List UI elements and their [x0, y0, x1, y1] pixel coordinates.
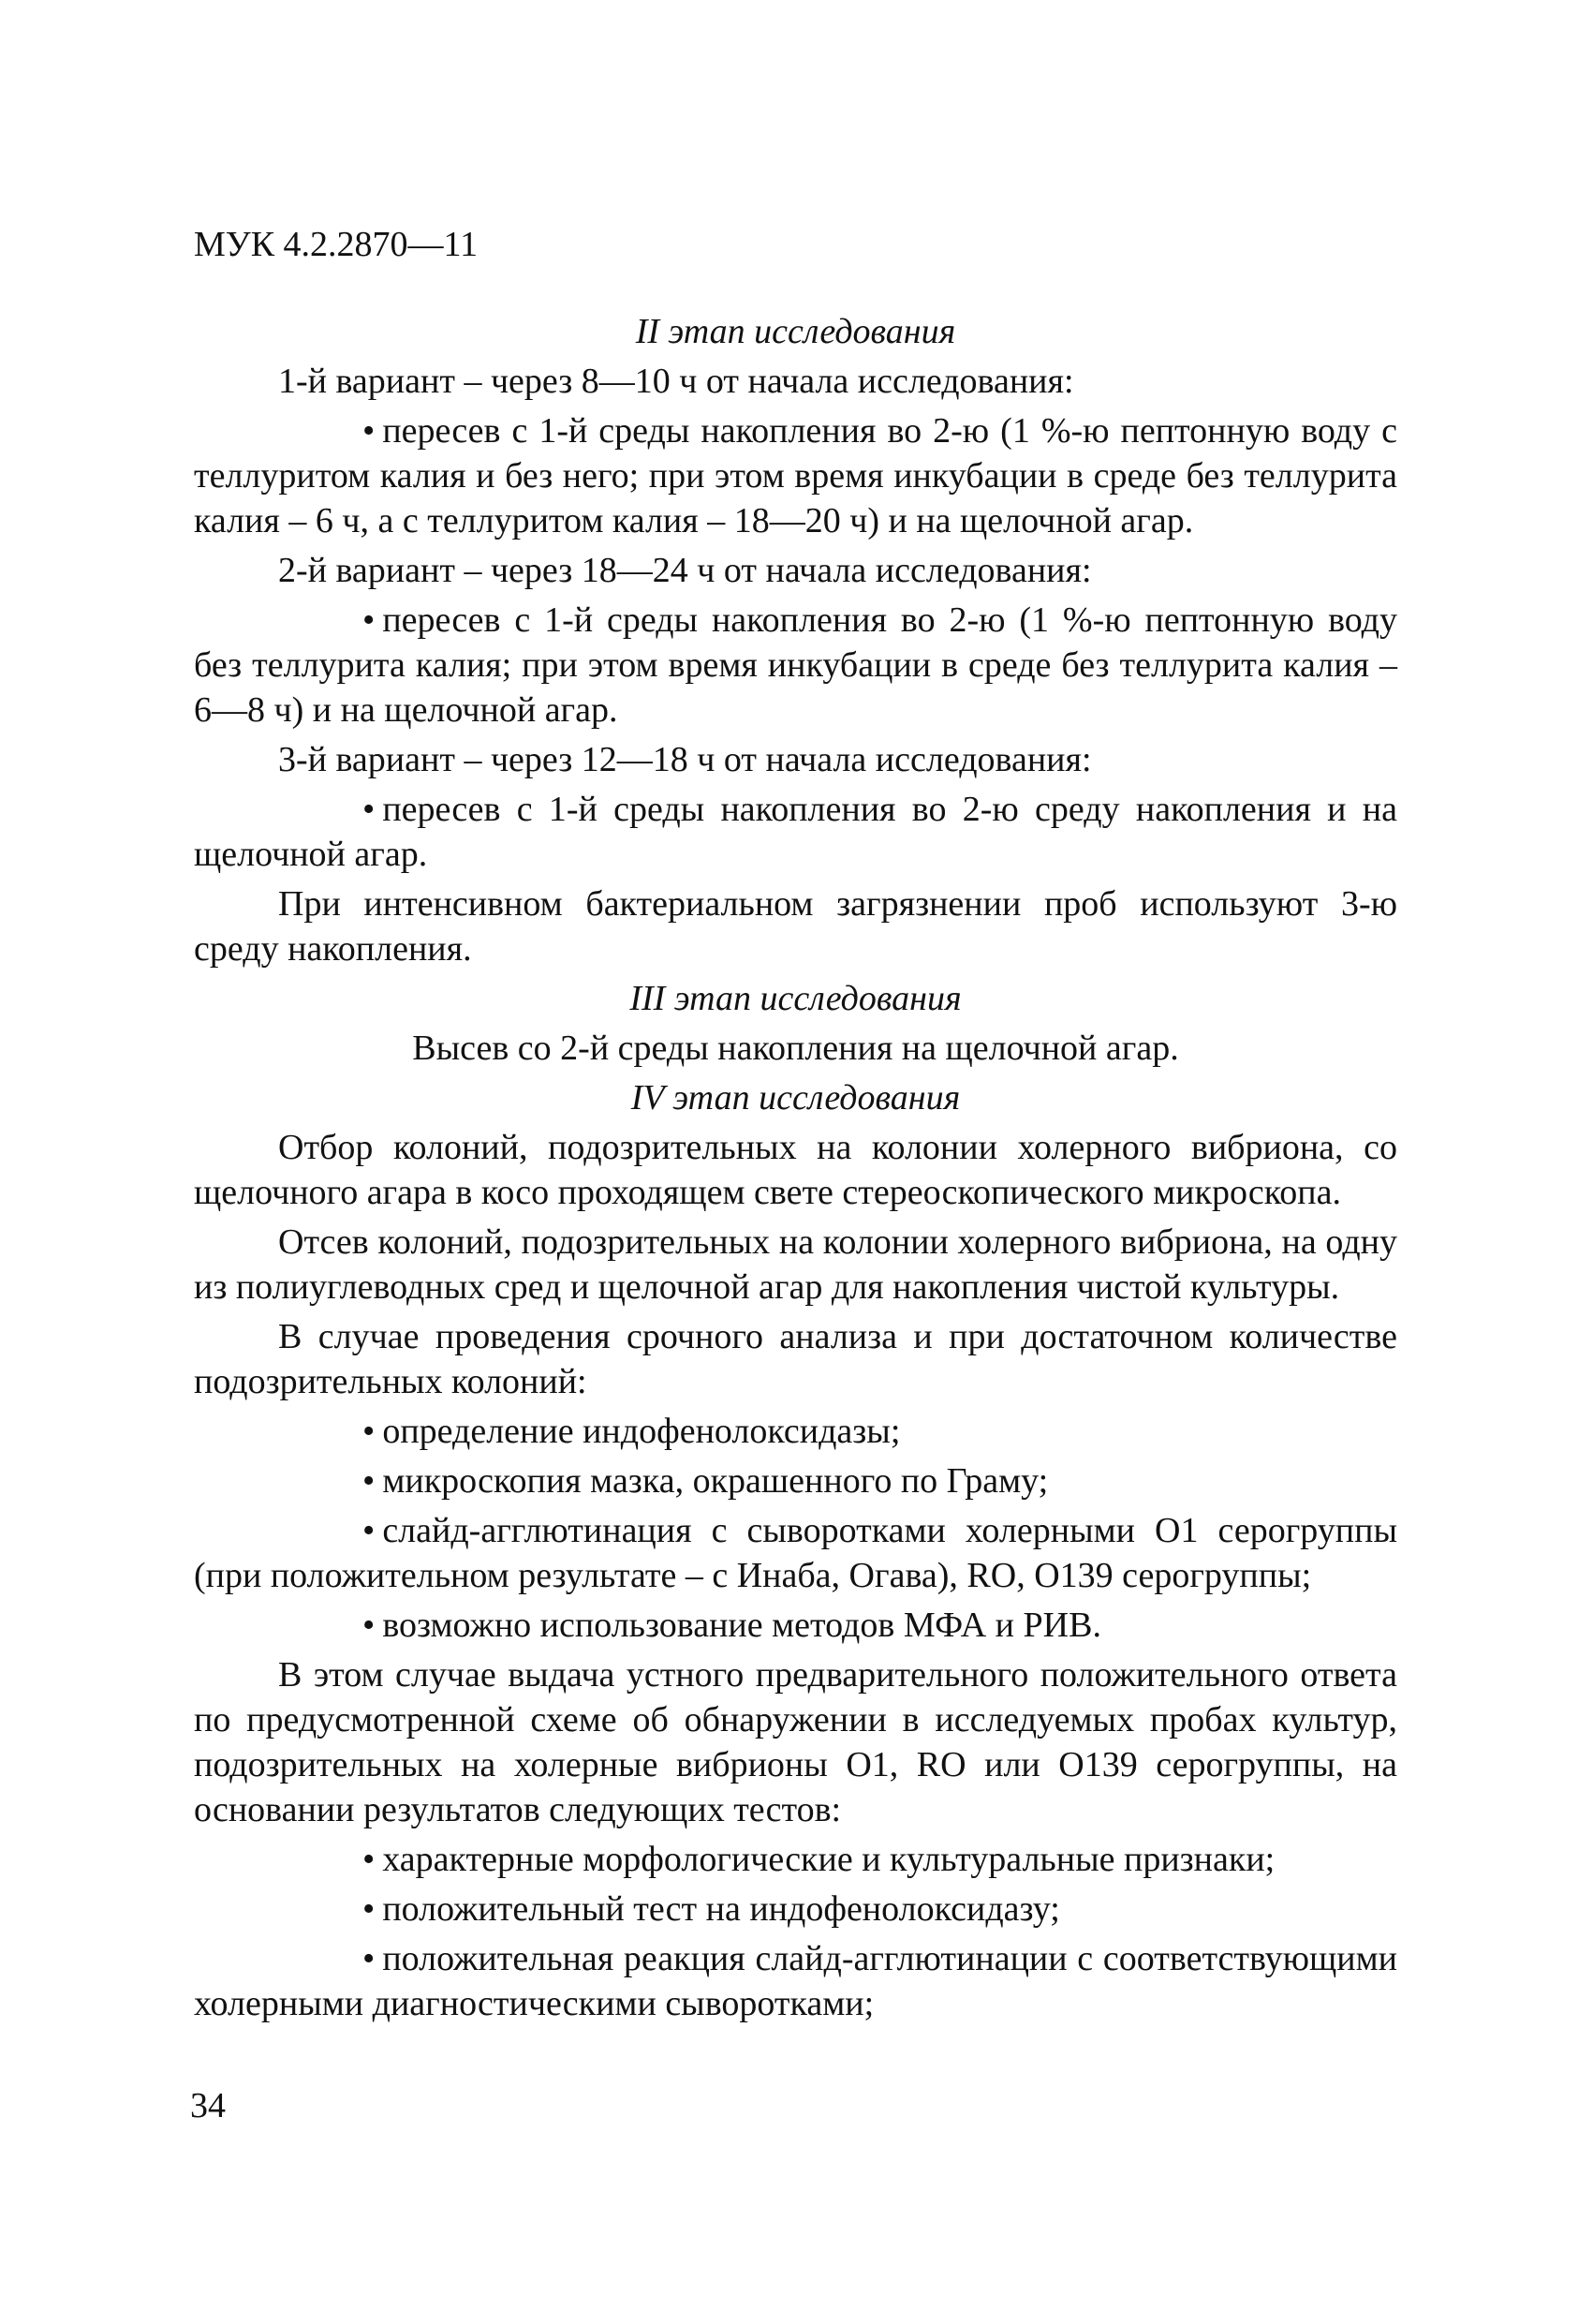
variant-3-bullet — [194, 787, 1397, 877]
bullet-icon: • — [362, 600, 376, 640]
variant-1-intro: 1-й вариант – через 8—10 ч от начала исследования: — [278, 362, 1074, 401]
list-item — [194, 1409, 1397, 1454]
bullet-icon: • — [362, 1939, 376, 1978]
list-item-text: характерные морфологические и культуральные признаки; — [382, 1840, 1276, 1879]
list-item-text: положительная реакция слайд-агглютинации с соответствующими холерными диагностическими сыворотками; — [194, 1939, 1397, 2023]
document-code-header: МУК 4.2.2870—11 — [194, 225, 479, 264]
bullet-icon: • — [362, 1840, 376, 1879]
stage-4-paragraph-1: Отбор колоний, подозрительных на колонии холерного вибриона, со щелочного агара в косо проходящем свете стереоскопического микроскопа. — [194, 1128, 1397, 1212]
variant-2-bullet — [194, 598, 1397, 733]
variant-1-bullet-text: пересев с 1-й среды накопления во 2-ю (1 %-ю пептонную воду с теллуритом калия и без него; при этом время инкубации в среде без теллурита калия – 6 ч, а с теллуритом калия – 18—20 ч) и на щелочной агар. — [194, 411, 1397, 540]
page-body — [194, 309, 1397, 2031]
bullet-icon: • — [362, 1412, 376, 1451]
stage-4-paragraph-2: Отсев колоний, подозрительных на колонии холерного вибриона, на одну из полиуглеводных сред и щелочной агар для накопления чистой культуры. — [194, 1222, 1397, 1307]
variant-2-bullet-text: пересев с 1-й среды накопления во 2-ю (1 %-ю пептонную воду без теллурита калия; при этом время инкубации в среде без теллурита калия – 6—8 ч) и на щелочной агар. — [194, 600, 1397, 730]
page-number: 34 — [190, 2086, 226, 2125]
list-item — [194, 1936, 1397, 2026]
list-item-text: возможно использование методов МФА и РИВ. — [382, 1606, 1101, 1645]
bullet-icon: • — [362, 1606, 376, 1645]
list-item — [194, 1508, 1397, 1598]
bullet-icon: • — [362, 790, 376, 829]
stage-4-heading: IV этап исследования — [630, 1078, 961, 1118]
bullet-icon: • — [362, 411, 376, 451]
list-item — [194, 1458, 1397, 1503]
stage-4-paragraph-3: В случае проведения срочного анализа и при достаточном количестве подозрительных колоний: — [194, 1317, 1397, 1401]
list-item-text: слайд-агглютинация с сыворотками холерными О1 серогруппы (при положительном результате – с Инаба, Огава), RO, О139 серогруппы; — [194, 1511, 1397, 1595]
variant-1-bullet — [194, 408, 1397, 543]
contamination-note: При интенсивном бактериальном загрязнении проб используют 3-ю среду накопления. — [194, 884, 1397, 969]
variant-3-bullet-text: пересев с 1-й среды накопления во 2-ю среду накопления и на щелочной агар. — [194, 790, 1397, 874]
variant-2-intro: 2-й вариант – через 18—24 ч от начала исследования: — [278, 551, 1092, 590]
list-item-text: положительный тест на индофенолоксидазу; — [382, 1889, 1060, 1929]
stage-4-paragraph-4: В этом случае выдача устного предварительного положительного ответа по предусмотренной схеме об обнаружении в исследуемых пробах культур, подозрительных на холерные вибрионы О1, RO или О139 серогруппы, на основании результатов следующих тестов: — [194, 1655, 1397, 1829]
stage-2-heading: II этап исследования — [635, 312, 956, 351]
bullet-icon: • — [362, 1461, 376, 1501]
bullet-icon: • — [362, 1889, 376, 1929]
variant-3-intro: 3-й вариант – через 12—18 ч от начала исследования: — [278, 740, 1092, 779]
list-item — [194, 1887, 1397, 1932]
bullet-icon: • — [362, 1511, 376, 1550]
list-item — [194, 1603, 1397, 1648]
list-item-text: микроскопия мазка, окрашенного по Граму; — [382, 1461, 1049, 1501]
stage-3-heading: III этап исследования — [629, 979, 962, 1018]
list-item-text: определение индофенолоксидазы; — [382, 1412, 901, 1451]
stage-3-text: Высев со 2-й среды накопления на щелочной агар. — [412, 1029, 1179, 1068]
list-item — [194, 1837, 1397, 1882]
